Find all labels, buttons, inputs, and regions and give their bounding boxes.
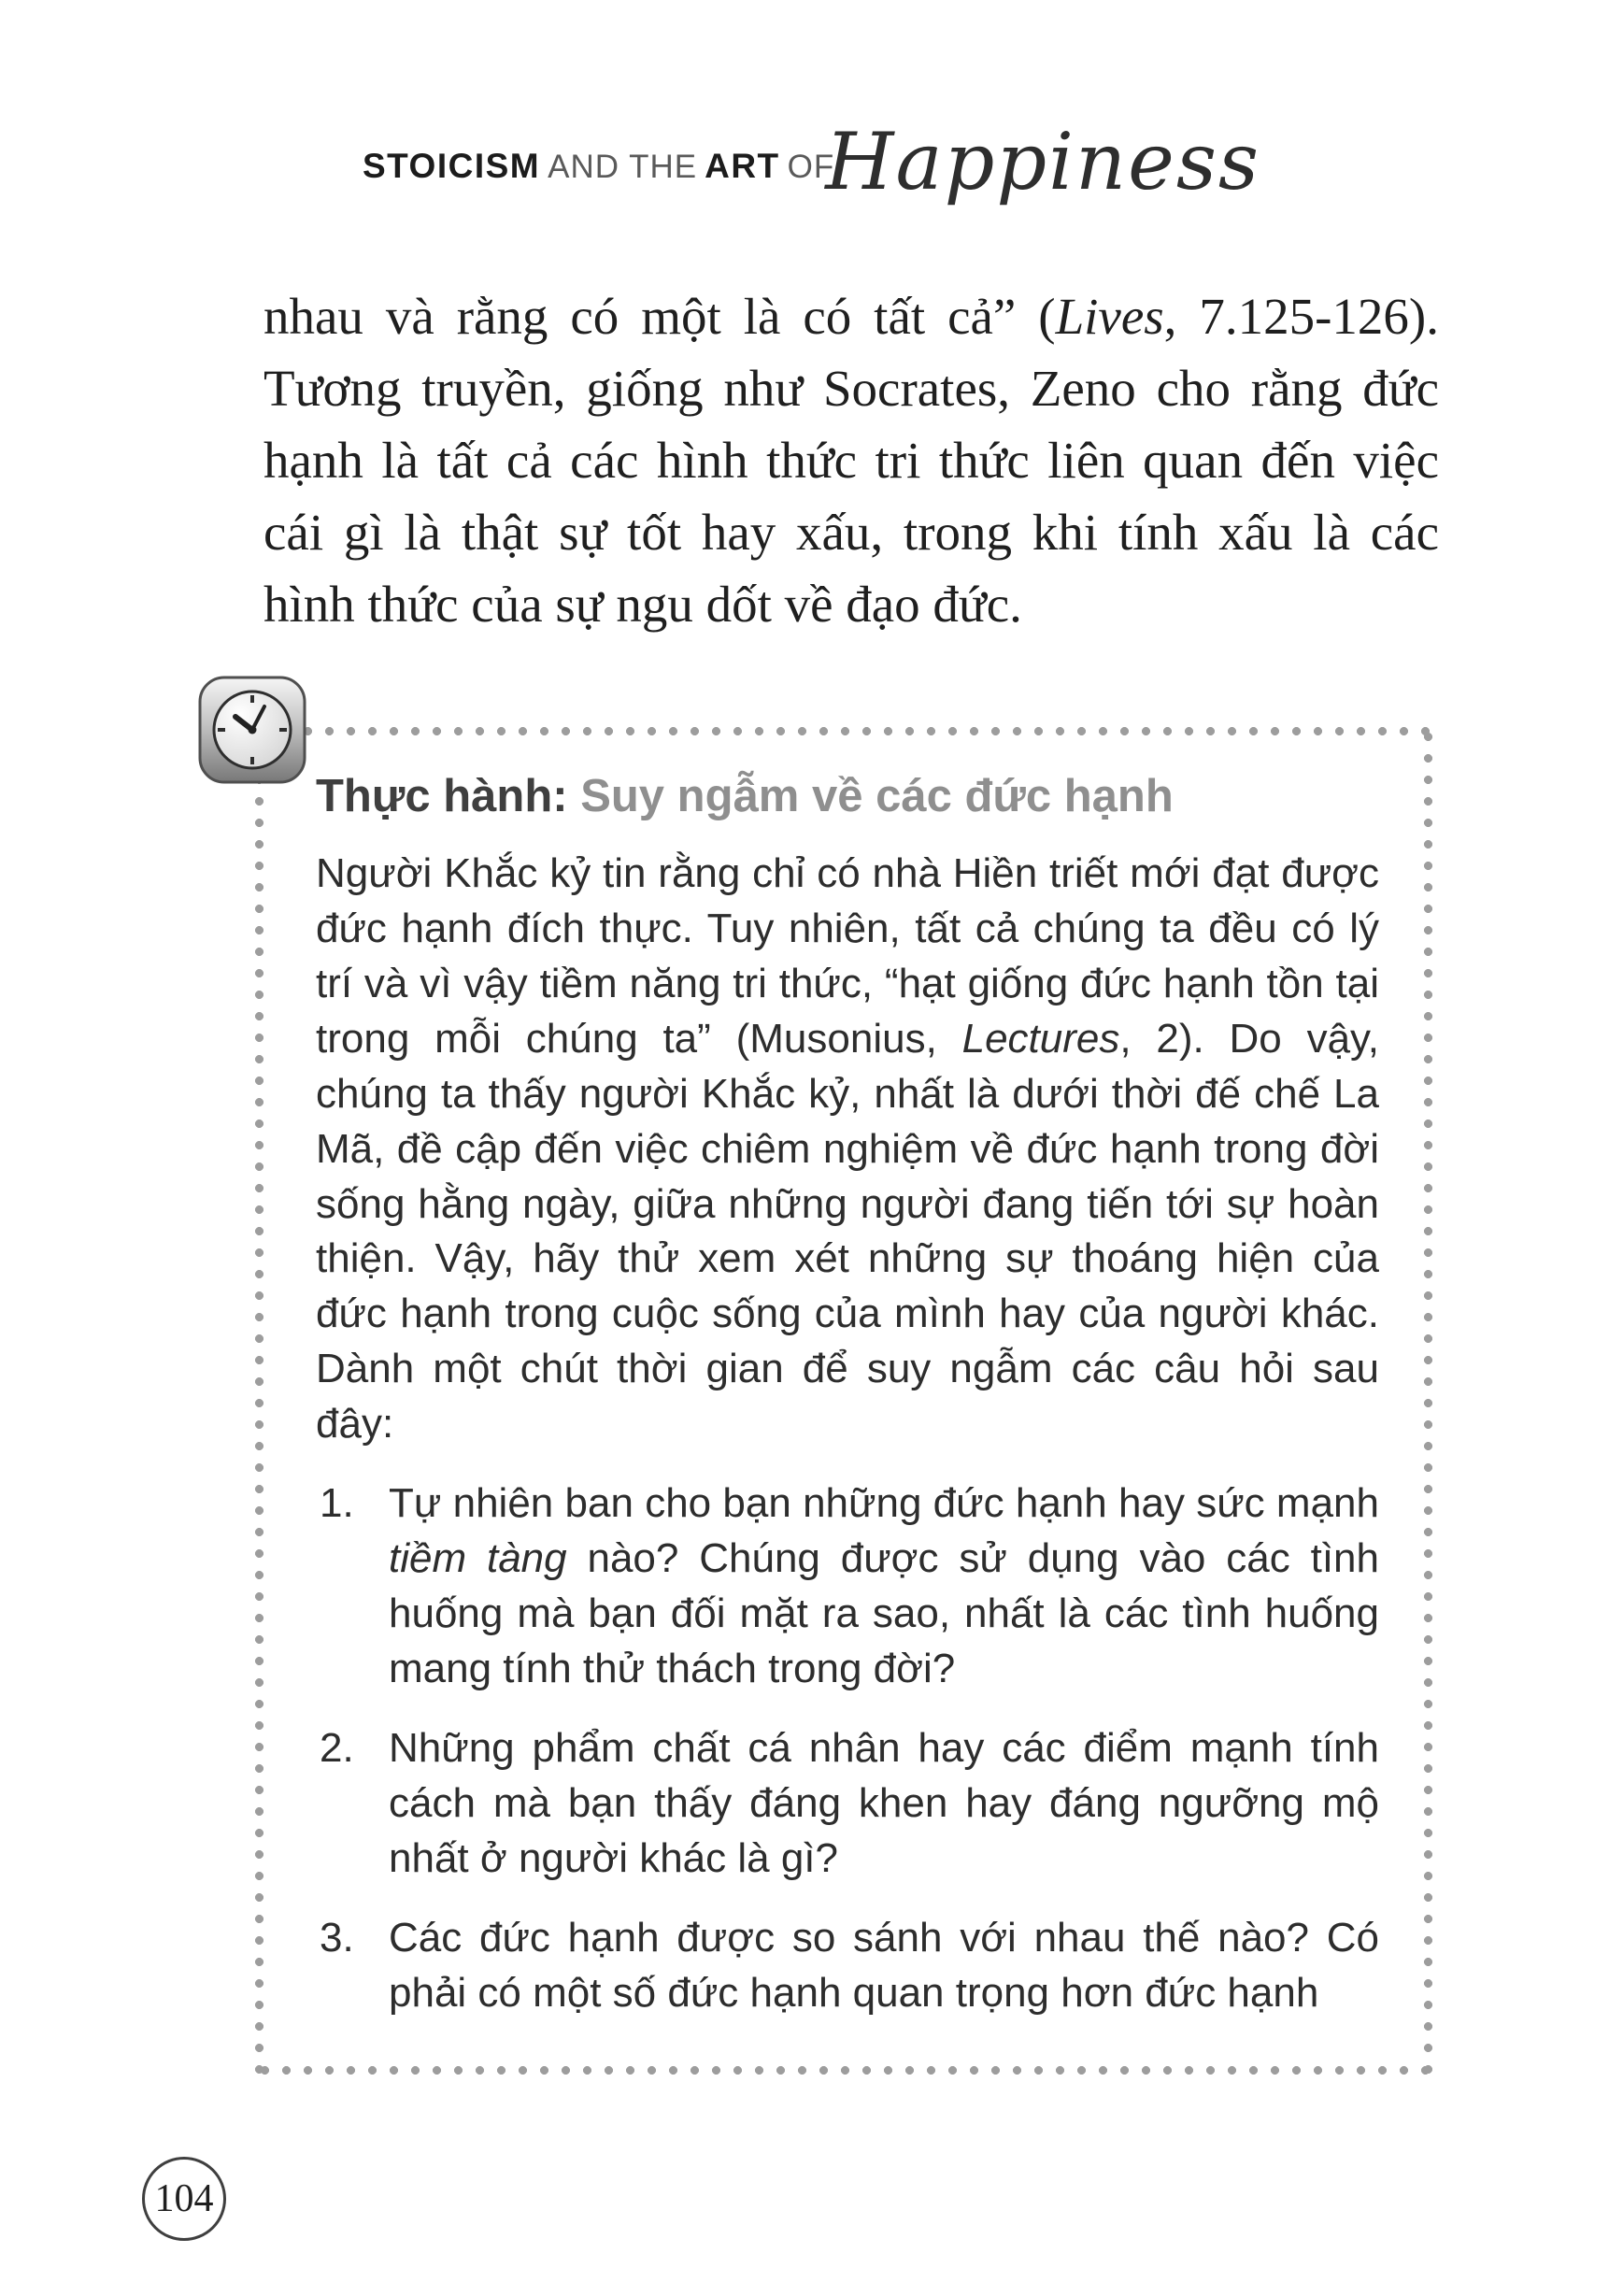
list-item-2-number: 2.: [320, 1725, 354, 1772]
practice-title: [316, 769, 1379, 824]
brand-art: ART: [705, 147, 780, 185]
practice-paragraph: [316, 847, 1379, 1452]
practice-text-1: Người Khắc kỷ tin rằng chỉ có nhà Hiền triết mới đạt được đức hạnh đích thực. Tuy nhiên, tất cả chúng ta đều có lý trí và vì vậy tiềm năng tri thức, “hạt giống đức hạnh tồn tại trong mỗi chúng ta” (Musonius,: [316, 849, 1379, 1062]
intro-paragraph: [263, 280, 1439, 640]
practice-italic-lectures: Lectures: [961, 1015, 1120, 1062]
clock-icon: [196, 674, 308, 786]
page-number: 104: [154, 2177, 214, 2220]
page-number-badge: [142, 2157, 226, 2241]
brand-of: OF: [787, 149, 835, 185]
practice-title-text: Suy ngẫm về các đức hạnh: [567, 771, 1174, 821]
list-item-2: [316, 1721, 1379, 1887]
book-header: [0, 0, 1623, 207]
list-item-1-text-1: Tự nhiên ban cho bạn những đức hạnh hay sức mạnh: [389, 1480, 1379, 1527]
brand-and-the: AND THE: [548, 149, 698, 185]
practice-title-label: Thực hành:: [316, 771, 568, 821]
intro-text-2: , 7.125-126). Tương truyền, giống như Socrates, Zeno cho rằng đức hạnh là tất cả các hình thức tri thức liên quan đến việc cái gì là thật sự tốt hay xấu, trong khi tính xấu là các hình thức của sự ngu dốt về đạo đức.: [263, 288, 1439, 633]
list-item-1-text-2: nào? Chúng được sử dụng vào các tình huống mà bạn đối mặt ra sao, nhất là các tình huống mang tính thử thách trong đời?: [389, 1535, 1379, 1692]
brand-stoicism: STOICISM: [362, 147, 541, 185]
list-item-2-text: Những phẩm chất cá nhân hay các điểm mạnh tính cách mà bạn thấy đáng khen hay đáng ngưỡng mộ nhất ở người khác là gì?: [389, 1725, 1379, 1881]
list-item-3-text: Các đức hạnh được so sánh với nhau thế nào? Có phải có một số đức hạnh quan trọng hơn đức hạnh: [389, 1914, 1379, 2016]
list-item-3: [316, 1911, 1379, 2021]
list-item-1-italic: tiềm tàng: [389, 1535, 567, 1582]
list-item-3-number: 3.: [320, 1914, 354, 1961]
intro-text-1: nhau và rằng có một là có tất cả” (: [263, 288, 1056, 345]
list-item-1-number: 1.: [320, 1480, 354, 1527]
list-item-1: [316, 1476, 1379, 1697]
practice-text-2: , 2). Do vậy, chúng ta thấy người Khắc kỷ, nhất là dưới thời đế chế La Mã, đề cập đến việc chiêm nghiệm về đức hạnh trong đời sống hằng ngày, giữa những người đang tiến tới sự hoàn thiện. Vậy, hãy thử xem xét những sự thoáng hiện của đức hạnh trong cuộc sống của mình hay của người khác. Dành một chút thời gian để suy ngẫm các câu hỏi sau đây:: [316, 1015, 1379, 1447]
practice-box: [254, 726, 1433, 2075]
brand-happiness: Happiness: [825, 116, 1261, 207]
intro-italic-lives: Lives: [1055, 288, 1164, 345]
